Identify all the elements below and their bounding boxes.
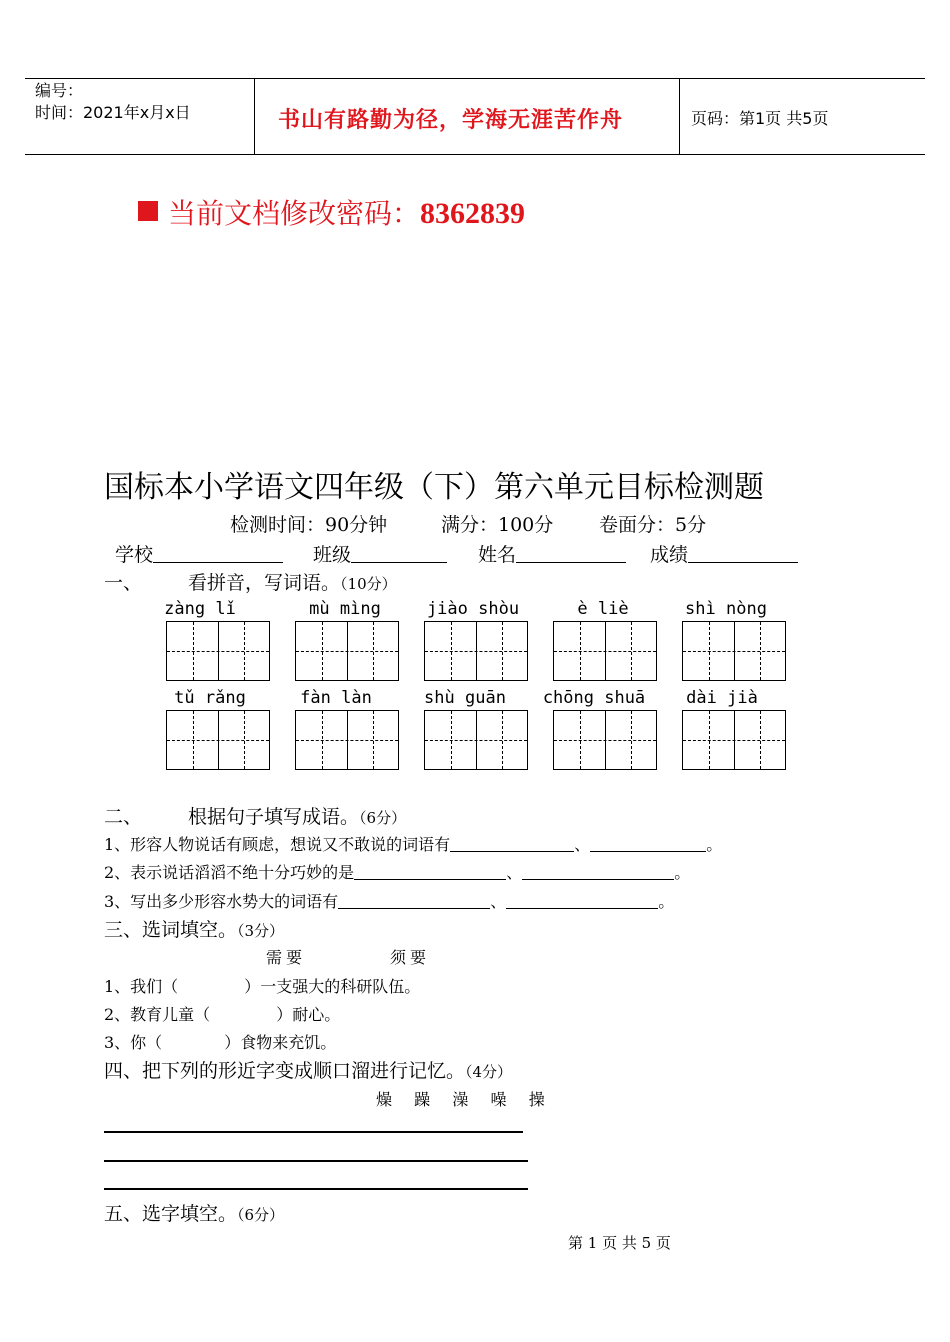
q2-2-blank-b[interactable] [522,865,674,880]
section-1-points: （10分） [340,575,397,593]
section-2-q3 [104,889,674,912]
writing-grid-2-3[interactable] [424,710,528,770]
page-title: 国标本小学语文四年级（下）第六单元目标检测题 [104,470,764,505]
section-3-title: 三、选词填空。 [104,919,238,941]
score-blank[interactable] [688,548,798,563]
writing-grid-1-4[interactable] [553,621,657,681]
answer-line-1[interactable] [104,1131,523,1133]
field-name-label: 姓名 [478,544,517,566]
writing-grid-1-3[interactable] [424,621,528,681]
similar-characters: 燥 躁 澡 噪 操 [376,1090,545,1109]
header-divider-1 [254,78,255,155]
q3-1-pre: 1、我们（ [104,977,179,996]
field-class [313,540,447,567]
section-2-title: 根据句子填写成语。 [188,806,360,828]
q3-2-post: ）耐心。 [276,1005,341,1024]
pinyin-1-5: shì nòng [685,599,767,619]
pinyin-1-1: zàng lǐ [164,599,236,619]
writing-grid-2-2[interactable] [295,710,399,770]
section-3-heading [104,915,284,942]
q3-3-post: ）食物来充饥。 [224,1033,337,1052]
q2-3-text: 3、写出多少形容水势大的词语有 [104,892,339,911]
answer-line-3[interactable] [104,1188,528,1190]
field-name [478,540,626,567]
section-1-heading [104,568,397,595]
pinyin-2-2: fàn làn [300,688,372,708]
section-2-points: （6分） [359,809,407,827]
writing-grid-1-1[interactable] [166,621,270,681]
section-3-q2 [104,1002,340,1025]
q3-3-pre: 3、你（ [104,1033,163,1052]
q3-2-pre: 2、教育儿童（ [104,1005,211,1024]
pinyin-2-4: chōng shuā [542,688,646,708]
writing-grid-2-5[interactable] [682,710,786,770]
field-score [650,540,798,567]
page-footer: 第 1 页 共 5 页 [568,1234,671,1252]
section-2-heading [104,802,406,829]
password-line [138,192,525,232]
field-school [115,540,283,567]
field-class-label: 班级 [313,544,352,566]
answer-line-2[interactable] [104,1160,528,1162]
q2-3-end: 。 [658,892,675,911]
q2-1-text: 1、形容人物说话有顾虑，想说又不敢说的词语有 [104,835,451,854]
section-3-q3 [104,1030,336,1053]
q2-1-blank-a[interactable] [450,837,574,852]
q2-2-text: 2、表示说话滔滔不绝十分巧妙的是 [104,863,355,882]
class-blank[interactable] [351,548,447,563]
section-5-title: 五、选字填空。 [104,1203,238,1225]
meta-full: 满分：100分 [441,514,554,536]
q2-2-sep: 、 [506,863,523,882]
section-1-title: 看拼音，写词语。 [188,572,341,594]
q2-3-blank-a[interactable] [338,894,490,909]
section-4-heading [104,1056,512,1083]
q2-1-sep: 、 [574,835,591,854]
writing-grid-2-1[interactable] [166,710,270,770]
field-score-label: 成绩 [650,544,689,566]
section-2-q1 [104,832,722,855]
school-blank[interactable] [153,548,283,563]
q2-2-end: 。 [674,863,691,882]
password-value: 8362839 [420,197,526,230]
section-5-heading [104,1199,284,1226]
section-3-points: （3分） [237,922,285,940]
writing-grid-1-5[interactable] [682,621,786,681]
section-5-points: （6分） [237,1206,285,1224]
red-square-icon [138,201,158,221]
section-4-title: 四、把下列的形近字变成顺口溜进行记忆。 [104,1060,466,1082]
header-page-info: 页码：第1页 共5页 [691,109,829,128]
q2-3-blank-b[interactable] [506,894,658,909]
pinyin-2-3: shù guān [424,688,506,708]
writing-grid-2-4[interactable] [553,710,657,770]
pinyin-1-2: mù mìng [309,599,381,619]
header-code-label: 编号： [35,81,84,100]
pinyin-2-1: tǔ rǎng [174,688,246,708]
header-divider-2 [679,78,680,155]
meta-time: 检测时间：90分钟 [230,514,388,536]
header-motto: 书山有路勤为径，学海无涯苦作舟 [278,107,624,133]
meta-neat: 卷面分：5分 [599,514,707,536]
q2-3-sep: 、 [490,892,507,911]
q2-1-end: 。 [706,835,723,854]
field-school-label: 学校 [115,544,154,566]
name-blank[interactable] [516,548,626,563]
section-4-points: （4分） [465,1063,513,1081]
pinyin-1-4: è liè [577,599,629,619]
section-2-number: 二、 [104,806,143,828]
header-top-rule [25,78,925,79]
q2-1-blank-b[interactable] [590,837,706,852]
pinyin-1-3: jiào shòu [426,599,520,619]
header-time-label: 时间：2021年x月x日 [35,103,191,122]
section-3-q1 [104,974,420,997]
choice-word-1: 需要 [266,948,307,967]
section-2-q2 [104,860,690,883]
pinyin-2-5: dài jià [686,688,758,708]
header-bottom-rule [25,154,925,155]
q2-2-blank-a[interactable] [354,865,506,880]
section-1-number: 一、 [104,572,143,594]
q3-1-post: ）一支强大的科研队伍。 [244,977,421,996]
writing-grid-1-2[interactable] [295,621,399,681]
choice-word-2: 须要 [390,948,431,967]
password-label: 当前文档修改密码： [168,197,421,230]
